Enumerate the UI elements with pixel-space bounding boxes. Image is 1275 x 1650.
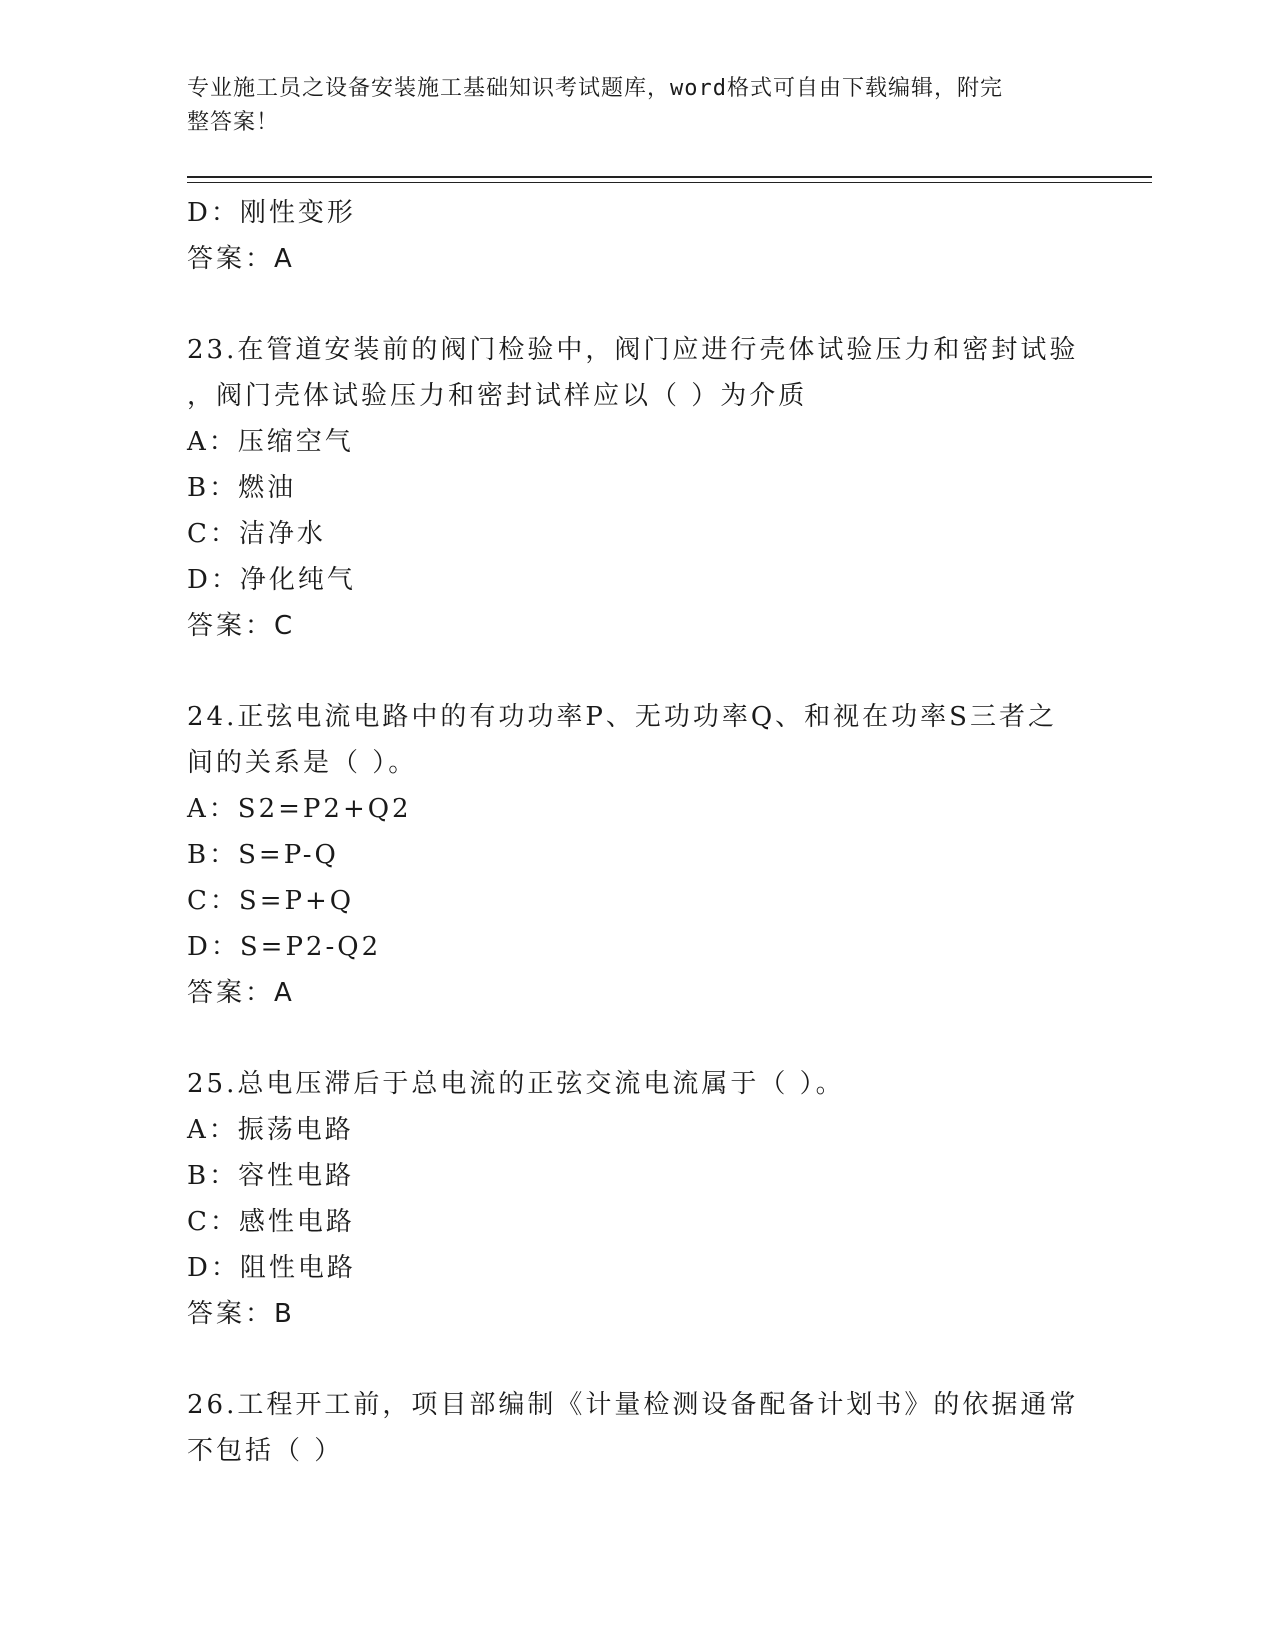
question-text: 23.在管道安装前的阀门检验中，阀门应进行壳体试验压力和密封试验 <box>187 335 1079 365</box>
question-text: 24.正弦电流电路中的有功功率P、无功功率Q、和视在功率S三者之 <box>187 702 1057 732</box>
answer: 答案：C <box>187 611 296 641</box>
question-text: 25.总电压滞后于总电流的正弦交流电流属于（ ）。 <box>187 1069 845 1099</box>
option-b: B：容性电路 <box>187 1161 355 1191</box>
answer: 答案：A <box>187 978 295 1008</box>
answer: 答案：B <box>187 1299 295 1329</box>
option-a: A：振荡电路 <box>187 1115 354 1145</box>
prev-answer: 答案：A <box>187 244 295 274</box>
header-line-1: 专业施工员之设备安装施工基础知识考试题库，word格式可自由下载编辑，附完 <box>187 76 1003 101</box>
question-text: 26.工程开工前，项目部编制《计量检测设备配备计划书》的依据通常 <box>187 1390 1079 1420</box>
header-divider-thick <box>187 176 1152 178</box>
option-d: D：阻性电路 <box>187 1253 356 1283</box>
prev-option-d: D：刚性变形 <box>187 198 356 228</box>
question-25 <box>187 1061 1087 1337</box>
question-text: 不包括（ ） <box>187 1436 344 1466</box>
header-line-2: 整答案！ <box>187 110 280 135</box>
option-d: D：净化纯气 <box>187 565 356 595</box>
question-24 <box>187 694 1087 1016</box>
option-a: A：S2=P2+Q2 <box>187 794 412 824</box>
question-text: 间的关系是（ ）。 <box>187 748 418 778</box>
header-divider-thin <box>187 182 1152 183</box>
option-c: C：感性电路 <box>187 1207 355 1237</box>
question-23 <box>187 327 1087 649</box>
question-26 <box>187 1382 1087 1474</box>
option-c: C：洁净水 <box>187 519 326 549</box>
option-b: B：燃油 <box>187 473 297 503</box>
option-b: B：S=P-Q <box>187 840 339 870</box>
option-a: A：压缩空气 <box>187 427 354 457</box>
document-header <box>187 72 1067 140</box>
option-d: D：S=P2-Q2 <box>187 932 382 962</box>
question-list <box>187 190 1087 1474</box>
question-text: ，阀门壳体试验压力和密封试样应以（ ）为介质 <box>187 381 808 411</box>
option-c: C：S=P+Q <box>187 886 355 916</box>
